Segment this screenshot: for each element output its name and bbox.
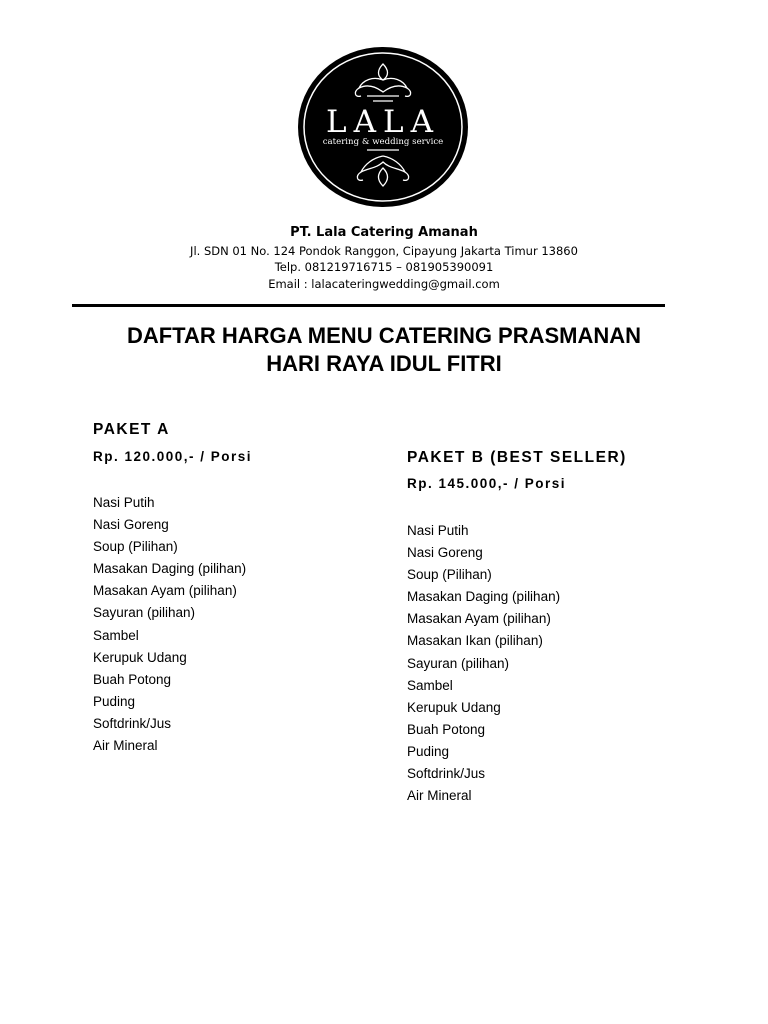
menu-item: Air Mineral (407, 788, 472, 804)
svg-text:LALA: LALA (326, 104, 440, 140)
menu-item: Sayuran (pilihan) (93, 605, 196, 621)
package-price: Rp. 145.000,- / Porsi (407, 476, 567, 491)
menu-item: Softdrink/Jus (93, 715, 172, 731)
svg-text:catering & wedding service: catering & wedding service (322, 137, 444, 147)
menu-item: Nasi Putih (93, 495, 155, 510)
menu-item: Nasi Goreng (93, 517, 169, 533)
menu-item: Kerupuk Udang (93, 649, 187, 665)
company-phone: Telp. 081219716715 – 081905390091 (274, 260, 494, 274)
document-title-line-2: HARI RAYA IDUL FITRI (266, 351, 502, 376)
menu-item: Masakan Ayam (pilihan) (407, 611, 551, 627)
menu-item: Air Mineral (93, 738, 158, 754)
menu-item: Puding (407, 743, 450, 759)
menu-item: Masakan Ayam (pilihan) (93, 583, 237, 599)
package-price: Rp. 120.000,- / Porsi (93, 449, 253, 464)
menu-item: Softdrink/Jus (407, 766, 486, 782)
menu-item: Sambel (93, 627, 139, 643)
menu-item: Masakan Ikan (pilihan) (407, 633, 543, 649)
menu-item: Buah Potong (93, 671, 172, 687)
menu-item: Sayuran (pilihan) (407, 655, 510, 671)
menu-item: Puding (93, 693, 136, 709)
company-address: Jl. SDN 01 No. 124 Pondok Ranggon, Cipayung Jakarta Timur 13860 (190, 244, 578, 258)
package-name: PAKET A (93, 421, 170, 438)
company-logo (297, 46, 469, 208)
document-title-line-1: DAFTAR HARGA MENU CATERING PRASMANAN (126, 323, 642, 348)
menu-item: Buah Potong (407, 721, 486, 737)
company-name: PT. Lala Catering Amanah (290, 225, 478, 240)
menu-list (407, 520, 560, 807)
menu-item: Nasi Putih (407, 523, 469, 538)
logo-badge-icon (297, 46, 469, 208)
menu-item: Kerupuk Udang (407, 699, 501, 715)
menu-item: Masakan Daging (pilihan) (93, 561, 247, 577)
menu-item: Soup (Pilihan) (407, 567, 492, 583)
menu-item: Sambel (407, 677, 453, 693)
company-email: Email : lalacateringwedding@gmail.com (268, 277, 500, 291)
menu-item: Nasi Goreng (407, 545, 483, 561)
header-divider (72, 304, 665, 307)
menu-list (93, 492, 246, 757)
package-name: PAKET B (BEST SELLER) (407, 449, 627, 466)
menu-item: Soup (Pilihan) (93, 539, 178, 555)
menu-item: Masakan Daging (pilihan) (407, 589, 561, 605)
